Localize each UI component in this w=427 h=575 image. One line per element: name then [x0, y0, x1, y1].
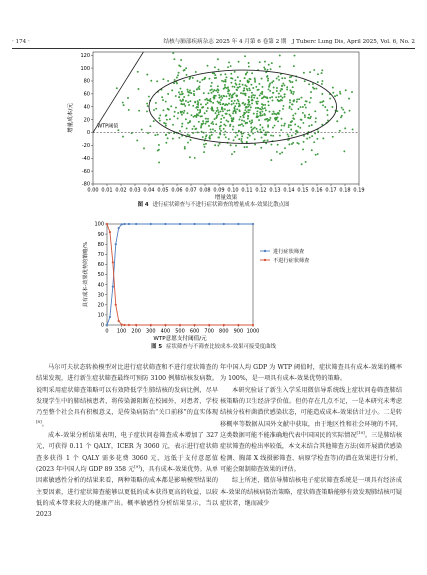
x-tick-label: 0.14 — [283, 187, 295, 194]
x-tick-label: 0.10 — [227, 187, 239, 194]
series-2-point — [135, 324, 137, 326]
x-tick-label: 500 — [175, 328, 185, 335]
series-2-point — [109, 231, 111, 233]
series-2-point — [164, 324, 166, 326]
y-tick-label: 0 — [86, 130, 90, 137]
series-1-point — [208, 223, 210, 225]
series-2-point — [223, 324, 225, 326]
series-1-point — [252, 223, 254, 225]
series-1-point — [123, 223, 125, 225]
y-tick-label: -20 — [81, 143, 90, 150]
series-1-point — [194, 223, 196, 225]
x-tick-label: 0.17 — [325, 187, 337, 194]
figure-5-number: 图 5 — [151, 344, 163, 350]
y-tick-label: 60 — [97, 262, 104, 269]
series-2-point — [237, 324, 239, 326]
paragraph-text-tail: 。 — [41, 420, 48, 428]
series-2-point — [150, 324, 152, 326]
x-tick-label: 800 — [219, 328, 229, 335]
x-tick-label: 0.11 — [241, 187, 253, 194]
x-tick-label: 0 — [105, 328, 109, 335]
x-tick-label: 0.15 — [297, 187, 309, 194]
x-tick-label: 0.12 — [255, 187, 267, 194]
x-axis-title: 增量效果 — [214, 195, 238, 200]
journal-citation: 结核与肺部疾病杂志 2025 年 4 月第 6 卷第 2 期 J Tuberc Lung Dis, April 2025, Vol. 6, No. 2 — [163, 39, 415, 45]
y-tick-label: -80 — [81, 181, 90, 188]
y-tick-label: 40 — [97, 282, 104, 289]
figure-5-caption-text: 症状筛查与不筛查比较成本-效果可接受度曲线 — [166, 344, 276, 350]
y-tick-label: 60 — [83, 91, 90, 98]
x-tick-label: 0.16 — [311, 187, 323, 194]
body-paragraph — [220, 385, 402, 476]
x-tick-label: 1000 — [246, 328, 260, 335]
body-paragraph — [36, 362, 218, 430]
x-tick-label: 0.13 — [269, 187, 281, 194]
x-tick-label: 0.06 — [171, 187, 183, 194]
x-tick-label: 200 — [131, 328, 141, 335]
paragraph-text: 年中国人均 GDP 为 WTP 阈值时，症状筛查具有成本-效果的概率为 100%，是一项具有成本-效果优势的策略。 — [220, 364, 402, 383]
x-axis-title: WTP意愿支付阈值/元 — [153, 336, 207, 342]
y-tick-label: 80 — [97, 241, 104, 248]
series-2-point — [121, 323, 123, 325]
y-tick-label: 100 — [80, 65, 90, 72]
y-tick-label: 80 — [83, 78, 90, 85]
series-2-point — [194, 324, 196, 326]
series-line-2 — [107, 224, 253, 325]
x-tick-label: 0.18 — [339, 187, 351, 194]
x-tick-label: 0.05 — [157, 187, 169, 194]
y-axis-title: 具有成本-效果优势的策略/% — [83, 241, 89, 308]
series-1-point — [223, 223, 225, 225]
y-tick-label: 120 — [80, 52, 90, 59]
y-tick-label: 90 — [97, 231, 104, 238]
series-1-point — [112, 286, 114, 288]
y-tick-label: 10 — [97, 312, 104, 319]
paragraph-text: 成本-效果分析结果表明，电子症状问卷筛查成本增加了 327 元，可获得 0.11 个 QALY，ICER 为 3060 元，表示进行症状筛查多获得 1 个 QALY 需多花费 3060 元，远低于支付意愿值(2023 年中国人均 GDP 89 358 元 — [36, 432, 218, 474]
series-1-point — [150, 223, 152, 225]
series-2-point — [128, 324, 130, 326]
paragraph-text: 本研究验证了新生入学采用微信导系统线上症状问卷筛查肺结核策略的卫生经济学价值。但仍存在几点不足，一是本研究未考虑结核分枝杆菌潜伏感染状态，可能造成成本-效果估计过小。二是转移概率等数据从国外文献中获取，由于地区性和社会环境的不同，这类数据可能不能准确地代表中国国民的实际情况 — [220, 386, 402, 440]
series-2-point — [123, 324, 125, 326]
series-1-point — [106, 324, 108, 326]
paragraph-text: 马尔可夫状态转换模型对比进行症状筛查和不进行症状筛查的结果发现，进行新生症状筛查最终可预防 3100 例肺结核发病数。说明采用症状筛查策略可以有效降低学生肺结核的发病比例，尽早发现学生中的肺结核患者，将传染源阻断在校园外，对患者、学校乃至整个社会具有积极意义，是传染病防治“关口前移”的直实体现 — [36, 364, 218, 417]
y-tick-label: 20 — [83, 117, 90, 124]
x-tick-label: 0.08 — [199, 187, 211, 194]
series-2-point — [106, 223, 108, 225]
citation-marker: [9] — [134, 464, 140, 470]
y-tick-label: 40 — [83, 104, 90, 111]
y-tick-label: -40 — [81, 155, 90, 162]
series-1-point — [118, 227, 120, 229]
paragraph-text-tail: )，具有成本-效果优势。从单因素敏感性分析的结果来看，两种策略的成本都是影响模型结果的主要因素，进行症状筛查能够以更低的成本获得更高的收益，以较低的成本带来较大的健康产出。概率敏感性分析结果显示，当以 2023 — [36, 466, 218, 519]
figure-5-caption — [0, 342, 427, 350]
y-tick-label: 20 — [97, 302, 104, 309]
body-paragraph — [220, 475, 402, 509]
figure-4-caption-text: 进行症状筛查与不进行症状筛查的增量成本-效果比散点图 — [152, 202, 290, 208]
wtp-threshold-label: WTP阈值 — [97, 123, 119, 130]
x-tick-label: 0.04 — [143, 187, 155, 194]
figure-4-number: 图 4 — [137, 202, 149, 208]
y-tick-label: 0 — [100, 322, 104, 329]
x-tick-label: 300 — [146, 328, 156, 335]
body-paragraph — [220, 362, 402, 385]
citation-marker: [10] — [356, 430, 365, 436]
legend-label: 不进行症状筛查 — [273, 257, 310, 264]
series-2-point — [179, 324, 181, 326]
x-tick-label: 400 — [160, 328, 171, 335]
series-2-point — [115, 304, 117, 306]
plot-frame — [107, 224, 253, 325]
series-1-point — [121, 223, 123, 225]
series-2-point — [112, 261, 114, 263]
series-1-point — [109, 316, 111, 318]
paragraph-text-tail: 。三是肺结核症状筛查的检出率较低，本文未结合其他筛查方法(如开展潜伏感染检测、胸部 X 线摄影筛查、病原学检查等)的潜在效果进行分析，可能会限制筛查效果的评估。 — [220, 432, 402, 474]
legend-swatch-marker — [264, 259, 266, 261]
y-tick-label: 50 — [97, 272, 104, 279]
y-axis-title: 增量成本/元 — [68, 103, 74, 133]
x-tick-label: 0.09 — [213, 187, 225, 194]
series-1-point — [179, 223, 181, 225]
citation-marker: [8] — [36, 418, 42, 424]
legend-swatch-marker — [264, 250, 266, 252]
x-tick-label: 600 — [189, 328, 200, 335]
series-1-point — [237, 223, 239, 225]
x-tick-label: 0.00 — [87, 187, 99, 194]
body-paragraph — [36, 430, 218, 521]
series-1-point — [128, 223, 130, 225]
x-tick-label: 900 — [233, 328, 244, 335]
series-2-point — [208, 324, 210, 326]
series-1-point — [115, 243, 117, 245]
y-tick-label: 30 — [97, 292, 104, 299]
x-tick-label: 0.02 — [115, 187, 127, 194]
body-column-left — [36, 362, 218, 521]
series-1-point — [135, 223, 137, 225]
series-1-point — [164, 223, 166, 225]
y-tick-label: -60 — [81, 168, 90, 175]
page-number: · 174 · — [12, 39, 30, 45]
x-tick-label: 0.03 — [129, 187, 141, 194]
series-line-1 — [107, 224, 253, 325]
legend-label: 进行症状筛查 — [273, 248, 305, 255]
x-tick-label: 0.07 — [185, 187, 197, 194]
x-tick-label: 0.01 — [101, 187, 113, 194]
body-column-right — [220, 362, 402, 509]
series-2-point — [252, 324, 254, 326]
x-tick-label: 100 — [116, 328, 127, 335]
x-tick-label: 700 — [204, 328, 214, 335]
y-tick-label: 100 — [94, 221, 104, 228]
series-2-point — [118, 320, 120, 322]
y-tick-label: 70 — [97, 252, 104, 258]
paragraph-text: 综上所述，微信导肺结核电子症状筛查系统是一项具有经济成本-效果的结核病防治策略，症状筛查策略能够有效发现肺结核可疑症状者，继而减少 — [220, 477, 402, 508]
x-tick-label: 0.19 — [353, 187, 365, 194]
